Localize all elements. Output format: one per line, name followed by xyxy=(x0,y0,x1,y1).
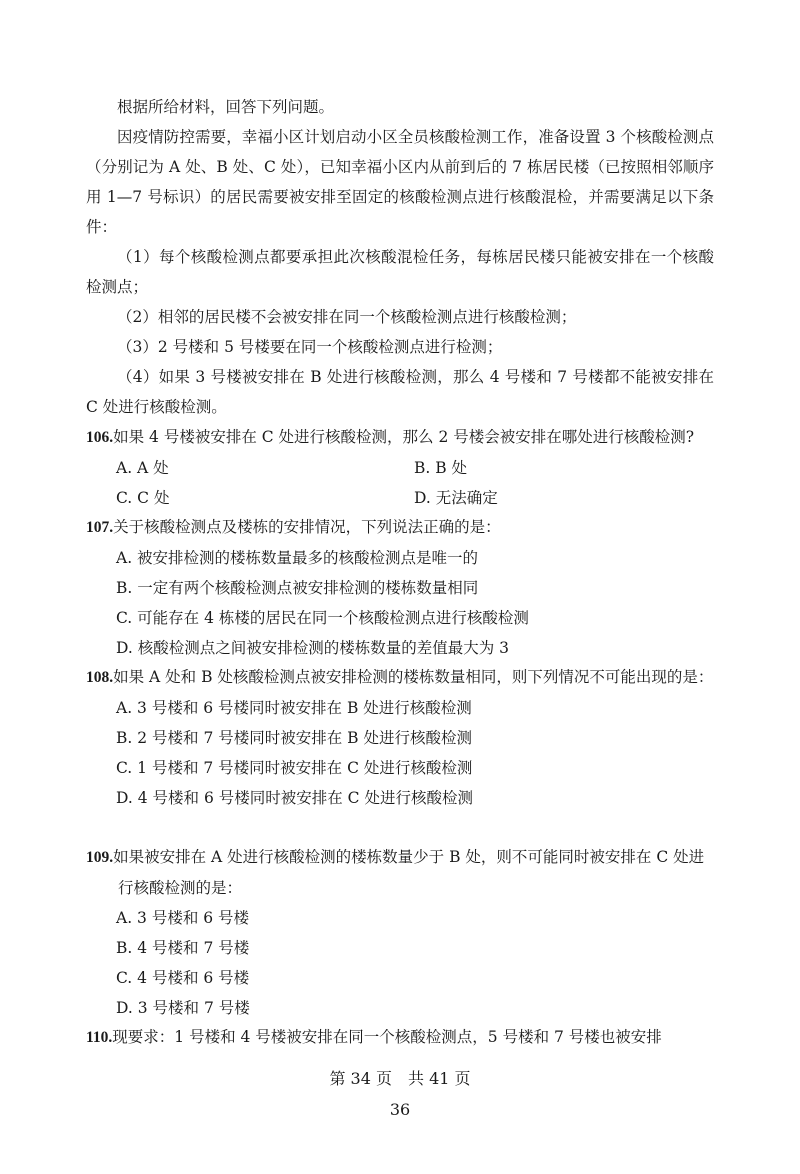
option-c: C. 1 号楼和 7 号楼同时被安排在 C 处进行核酸检测 xyxy=(116,759,473,777)
question-106 xyxy=(86,422,716,513)
option-a: A. 3 号楼和 6 号楼同时被安排在 B 处进行核酸检测 xyxy=(116,699,472,717)
option-d: D. 3 号楼和 7 号楼 xyxy=(116,999,250,1017)
page-info: 第 34 页 共 41 页 xyxy=(329,1069,471,1088)
option-a: A. 3 号楼和 6 号楼 xyxy=(116,909,250,927)
option-c: C. 4 号楼和 6 号楼 xyxy=(116,969,250,987)
option-b: B. 一定有两个核酸检测点被安排检测的楼栋数量相同 xyxy=(116,579,479,597)
condition-2: （2）相邻的居民楼不会被安排在同一个核酸检测点进行核酸检测； xyxy=(117,308,577,326)
question-108 xyxy=(86,662,716,813)
question-text: 现要求：1 号楼和 4 号楼被安排在同一个核酸检测点，5 号楼和 7 号楼也被安排 xyxy=(112,1028,662,1046)
question-text: 如果被安排在 A 处进行核酸检测的楼栋数量少于 B 处，则不可能同时被安排在 C 处进行核酸检测的是： xyxy=(113,848,705,897)
question-text: 如果 A 处和 B 处核酸检测点被安排检测的楼栋数量相同，则下列情况不可能出现的是： xyxy=(113,668,714,686)
option-a: A. A 处 xyxy=(116,459,169,477)
question-stem xyxy=(86,842,716,903)
question-number: 109. xyxy=(86,849,114,866)
option-c: C. 可能存在 4 栋楼的居民在同一个核酸检测点进行核酸检测 xyxy=(116,609,529,627)
option-b: B. 2 号楼和 7 号楼同时被安排在 B 处进行核酸检测 xyxy=(116,729,472,747)
question-text: 关于核酸检测点及楼栋的安排情况，下列说法正确的是： xyxy=(113,518,501,536)
question-number: 110. xyxy=(86,1029,113,1046)
condition-3: （3）2 号楼和 5 号楼要在同一个核酸检测点进行检测； xyxy=(117,338,503,356)
question-stem xyxy=(86,662,716,693)
page-number: 36 xyxy=(389,1100,411,1119)
option-b: B. B 处 xyxy=(414,459,468,477)
condition-4: （4）如果 3 号楼被安排在 B 处进行核酸检测，那么 4 号楼和 7 号楼都不能被安排在 C 处进行核酸检测。 xyxy=(86,368,714,416)
question-109 xyxy=(86,842,716,1023)
question-number: 108. xyxy=(86,669,114,686)
question-number: 106. xyxy=(86,429,114,446)
material-paragraph: 因疫情防控需要，幸福小区计划启动小区全员核酸检测工作，准备设置 3 个核酸检测点（分别记为 A 处、B 处、C 处），已知幸福小区内从前到后的 7 栋居民楼（已按照相邻顺序用 1—7 号标识）的居民需要被安排至固定的核酸检测点进行核酸混检，并需要满足以下条件： xyxy=(86,128,714,236)
material-section xyxy=(86,92,714,422)
condition-1: （1）每个核酸检测点都要承担此次核酸混检任务，每栋居民楼只能被安排在一个核酸检测点； xyxy=(86,248,714,296)
options-grid xyxy=(86,453,716,513)
question-stem xyxy=(86,512,716,543)
instruction-text: 根据所给材料，回答下列问题。 xyxy=(117,98,335,116)
option-d: D. 4 号楼和 6 号楼同时被安排在 C 处进行核酸检测 xyxy=(116,789,473,807)
option-b: B. 4 号楼和 7 号楼 xyxy=(116,939,250,957)
question-stem xyxy=(86,1022,716,1053)
question-text: 如果 4 号楼被安排在 C 处进行核酸检测，那么 2 号楼会被安排在哪处进行核酸检测? xyxy=(113,428,695,446)
option-d: D. 核酸检测点之间被安排检测的楼栋数量的差值最大为 3 xyxy=(116,639,510,657)
question-number: 107. xyxy=(86,519,114,536)
option-d: D. 无法确定 xyxy=(414,489,498,507)
question-stem xyxy=(86,422,716,453)
question-110 xyxy=(86,1022,716,1053)
option-a: A. 被安排检测的楼栋数量最多的核酸检测点是唯一的 xyxy=(116,549,479,567)
option-c: C. C 处 xyxy=(116,489,170,507)
question-107 xyxy=(86,512,716,663)
